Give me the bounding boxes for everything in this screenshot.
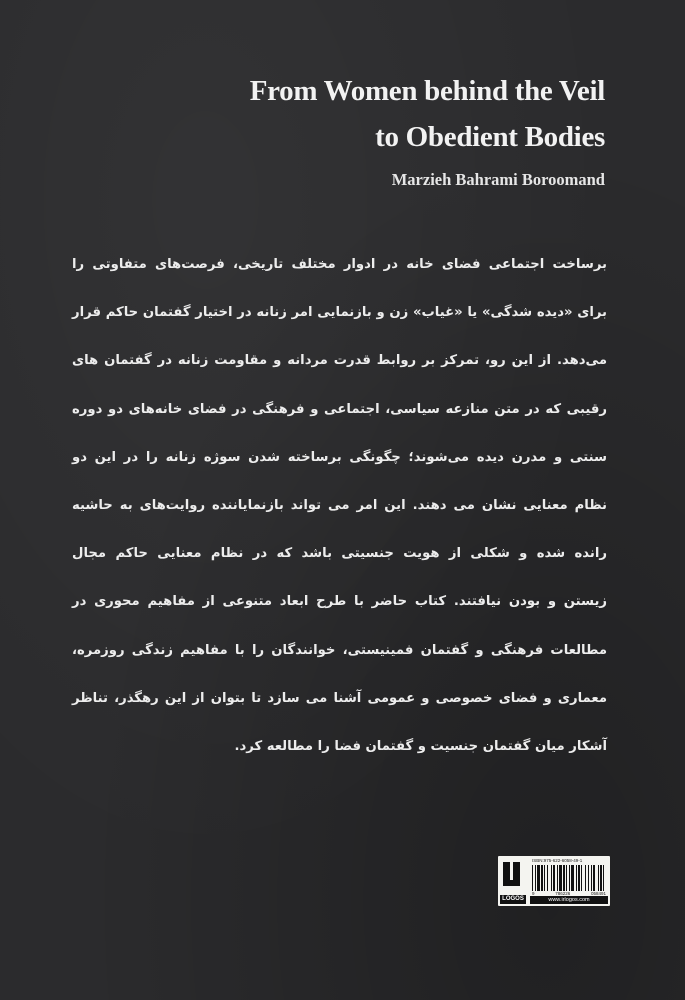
book-title-line-1: From Women behind the Veil [249,75,605,107]
barcode-bar [581,865,582,891]
blurb-line: سنتی و مدرن دیده می‌شوند؛ چگونگی برساخته شدن سوژه زنانه را در این دو [72,449,607,465]
barcode-bar [551,865,552,891]
publisher-url: www.irlogos.com [530,896,608,904]
publisher-logo-text: LOGOS [500,895,526,904]
barcode-bar [544,865,545,891]
blurb-line: رانده شده و شکلی از هویت جنسیتی باشد که در نظام معنایی حاکم مجال [72,546,607,562]
barcode-number-left: 9 [532,891,535,896]
barcode-bar [585,865,586,891]
blurb-text [72,252,607,782]
barcode-label [498,856,610,906]
barcode-bar [603,865,604,891]
barcode-number-mid2: 058491 [590,891,606,896]
barcode-bar [566,865,567,891]
barcode-bar [593,865,595,891]
book-title [85,68,605,160]
author-name: Marzieh Bahrami Boroomand [391,170,605,189]
publisher-logo-icon [501,860,523,894]
blurb-line: برساخت اجتماعی فضای خانه در ادوار مختلف تاریخی، فرصت‌های متفاوتی را [72,257,607,272]
barcode-bar [557,865,558,891]
barcode-bar [541,865,543,891]
barcode-bar [569,865,570,891]
barcode-bar [588,865,589,891]
blurb-line: رقیبی که در متن منازعه سیاسی، اجتماعی و فرهنگی در فضای خانه‌های دو دوره [72,401,607,417]
blurb-line: مطالعات فرهنگی و گفتمان فمینیستی، خوانندگان را با مفاهیم زندگی روزمره، [72,642,607,658]
blurb-line: برای «دیده شدگی» یا «غیاب» زن و بازنمایی امر زنانه در اختیار گفتمان حاکم قرار [72,305,607,321]
blurb-line: آشکار میان گفتمان جنسیت و گفتمان فضا را مطالعه کرد. [234,738,607,754]
barcode-bar [576,865,577,891]
barcode-bar [559,865,562,891]
barcode-bar [598,865,599,891]
barcode-bar [578,865,580,891]
barcode-bar [547,865,548,891]
blurb-line: نظام معنایی نشان می دهند. این امر می تواند بازنمایاننده روایت‌های به حاشیه [72,497,607,513]
isbn-text: ISBN:975-622-6058-49-1 [532,858,583,863]
barcode-number-mid1: 786226 [555,891,571,896]
blurb-line: زیستن و بودن نیافتند. کتاب حاضر با طرح ابعاد متنوعی از مفاهیم محوری در [72,594,607,610]
barcode-bar [600,865,602,891]
blurb-line: معماری و فضای خصوصی و عمومی آشنا می سازد تا بتوان از این رهگذر، تناظر [72,690,607,706]
barcode-bar [563,865,565,891]
barcode-bar [532,865,533,891]
barcode-bar [535,865,536,891]
blurb-line: می‌دهد. از این رو، تمرکز بر روابط قدرت مردانه و مقاومت زنانه در گفتمان های [72,353,607,369]
barcode-bar [553,865,555,891]
barcode-bar [537,865,540,891]
barcode-bar [571,865,574,891]
barcode-bars [532,865,606,891]
barcode-bar [591,865,592,891]
book-title-line-2: to Obedient Bodies [375,121,605,153]
